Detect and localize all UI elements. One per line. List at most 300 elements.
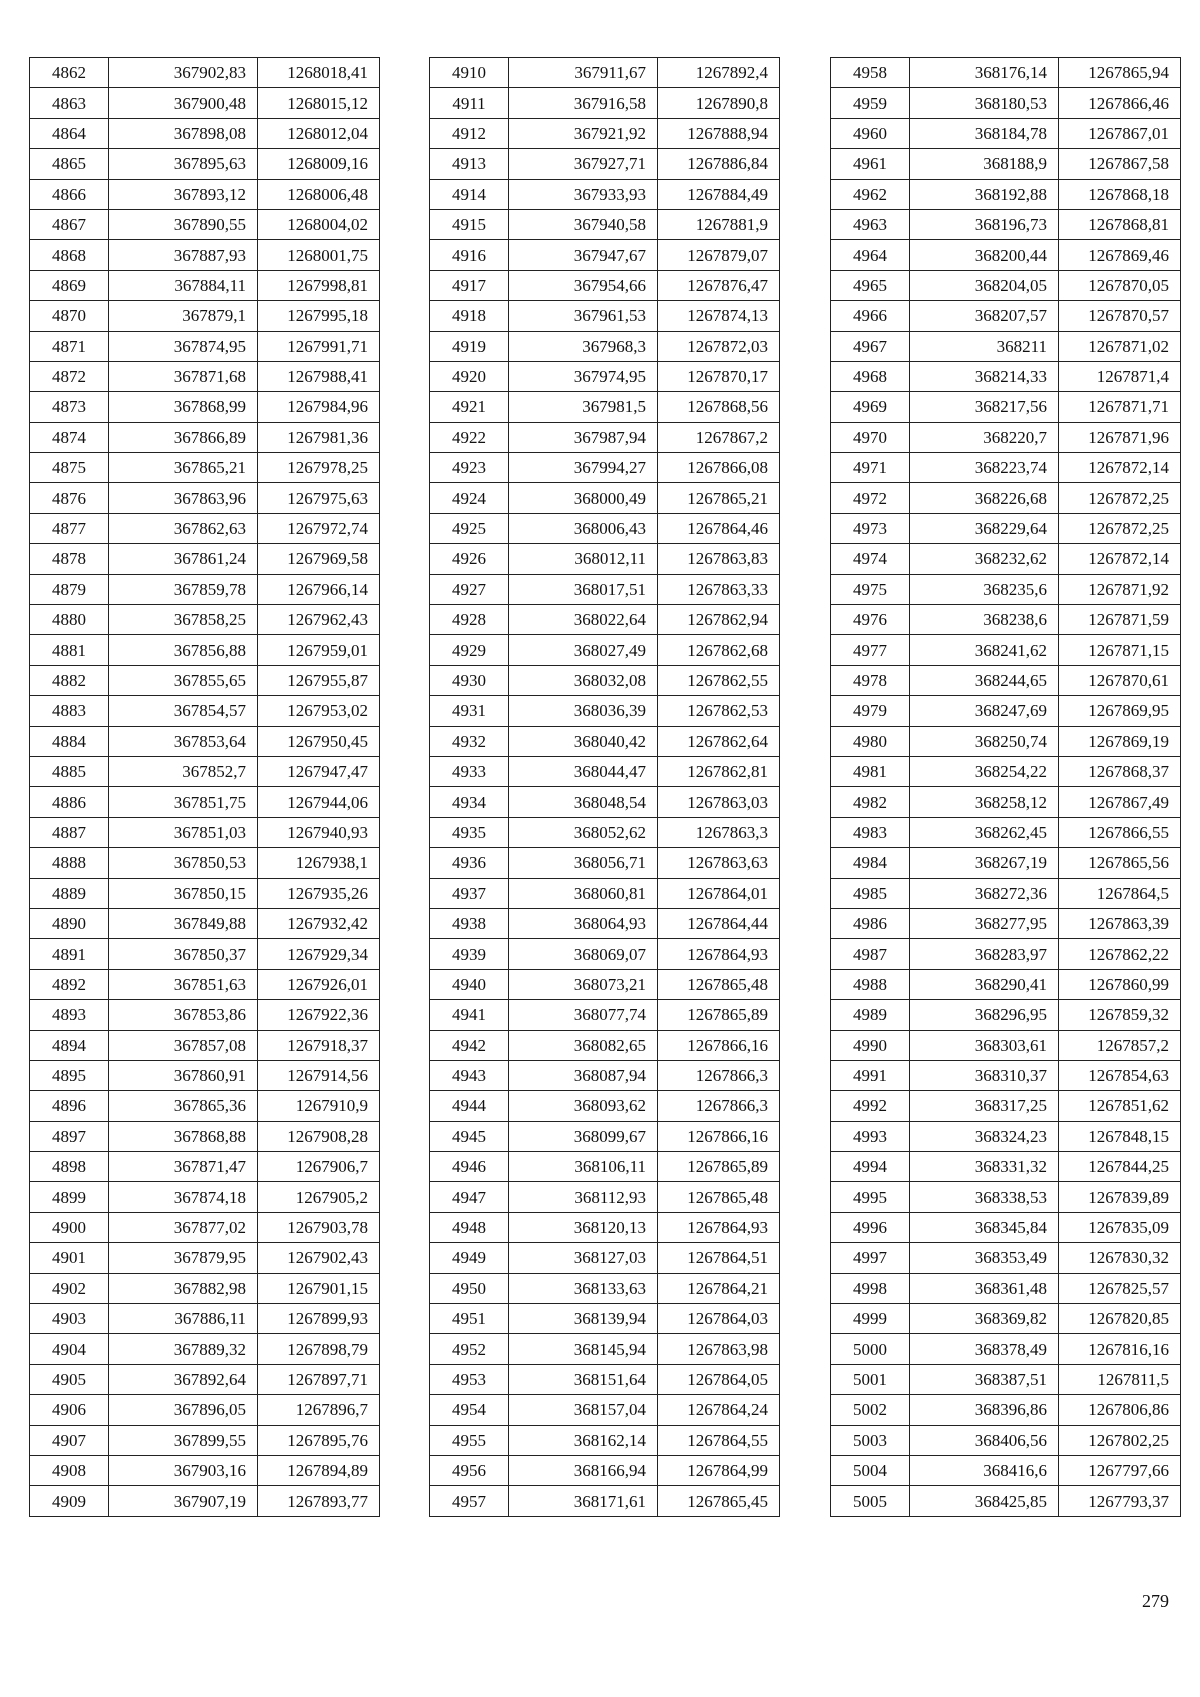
- point-number-cell: 4965: [831, 270, 910, 300]
- y-coordinate-cell: 1267863,39: [1059, 908, 1181, 938]
- y-coordinate-cell: 1267835,09: [1059, 1212, 1181, 1242]
- point-number-cell: 4912: [430, 118, 509, 148]
- x-coordinate-cell: 368139,94: [509, 1304, 658, 1334]
- x-coordinate-cell: 367898,08: [109, 118, 258, 148]
- table-row: [831, 179, 1181, 209]
- y-coordinate-cell: 1267879,07: [658, 240, 780, 270]
- x-coordinate-cell: 368052,62: [509, 817, 658, 847]
- y-coordinate-cell: 1267864,24: [658, 1395, 780, 1425]
- x-coordinate-cell: 368157,04: [509, 1395, 658, 1425]
- table-row: [430, 1091, 780, 1121]
- point-number-cell: 4888: [30, 848, 109, 878]
- table-row: [30, 1030, 380, 1060]
- y-coordinate-cell: 1267972,74: [258, 513, 380, 543]
- point-number-cell: 4893: [30, 1000, 109, 1030]
- table-row: [30, 756, 380, 786]
- point-number-cell: 4937: [430, 878, 509, 908]
- table-row: [831, 1364, 1181, 1394]
- x-coordinate-cell: 367940,58: [509, 209, 658, 239]
- x-coordinate-cell: 368048,54: [509, 787, 658, 817]
- y-coordinate-cell: 1267866,16: [658, 1030, 780, 1060]
- x-coordinate-cell: 368032,08: [509, 665, 658, 695]
- point-number-cell: 4920: [430, 361, 509, 391]
- y-coordinate-cell: 1267962,43: [258, 605, 380, 635]
- point-number-cell: 4865: [30, 149, 109, 179]
- point-number-cell: 4930: [430, 665, 509, 695]
- table-row: [831, 1273, 1181, 1303]
- table-row: [831, 392, 1181, 422]
- x-coordinate-cell: 368171,61: [509, 1486, 658, 1516]
- table-row: [30, 787, 380, 817]
- point-number-cell: 4921: [430, 392, 509, 422]
- table-row: [430, 1030, 780, 1060]
- x-coordinate-cell: 368290,41: [910, 969, 1059, 999]
- table-row: [430, 1425, 780, 1455]
- table-row: [30, 1182, 380, 1212]
- y-coordinate-cell: 1267820,85: [1059, 1304, 1181, 1334]
- y-coordinate-cell: 1267871,15: [1059, 635, 1181, 665]
- x-coordinate-cell: 368353,49: [910, 1243, 1059, 1273]
- y-coordinate-cell: 1267867,58: [1059, 149, 1181, 179]
- table-row: [30, 969, 380, 999]
- x-coordinate-cell: 367860,91: [109, 1060, 258, 1090]
- x-coordinate-cell: 368247,69: [910, 696, 1059, 726]
- y-coordinate-cell: 1268015,12: [258, 88, 380, 118]
- point-number-cell: 4980: [831, 726, 910, 756]
- point-number-cell: 4959: [831, 88, 910, 118]
- x-coordinate-cell: 368017,51: [509, 574, 658, 604]
- y-coordinate-cell: 1267862,94: [658, 605, 780, 635]
- y-coordinate-cell: 1267864,55: [658, 1425, 780, 1455]
- x-coordinate-cell: 368036,39: [509, 696, 658, 726]
- table-row: [430, 118, 780, 148]
- x-coordinate-cell: 367850,37: [109, 939, 258, 969]
- x-coordinate-cell: 368207,57: [910, 301, 1059, 331]
- x-coordinate-cell: 367865,36: [109, 1091, 258, 1121]
- y-coordinate-cell: 1267862,22: [1059, 939, 1181, 969]
- table-row: [30, 696, 380, 726]
- y-coordinate-cell: 1267872,25: [1059, 513, 1181, 543]
- table-row: [30, 118, 380, 148]
- table-row: [430, 1304, 780, 1334]
- y-coordinate-cell: 1267944,06: [258, 787, 380, 817]
- table-row: [430, 58, 780, 88]
- x-coordinate-cell: 368283,97: [910, 939, 1059, 969]
- y-coordinate-cell: 1267866,3: [658, 1060, 780, 1090]
- table-row: [30, 939, 380, 969]
- y-coordinate-cell: 1267868,18: [1059, 179, 1181, 209]
- x-coordinate-cell: 368220,7: [910, 422, 1059, 452]
- y-coordinate-cell: 1267863,03: [658, 787, 780, 817]
- point-number-cell: 4915: [430, 209, 509, 239]
- x-coordinate-cell: 367868,99: [109, 392, 258, 422]
- y-coordinate-cell: 1267864,5: [1059, 878, 1181, 908]
- table-row: [831, 696, 1181, 726]
- y-coordinate-cell: 1267862,53: [658, 696, 780, 726]
- y-coordinate-cell: 1267864,21: [658, 1273, 780, 1303]
- coordinate-table-1: [29, 57, 380, 1517]
- table-row: [831, 574, 1181, 604]
- point-number-cell: 4945: [430, 1121, 509, 1151]
- y-coordinate-cell: 1267978,25: [258, 453, 380, 483]
- point-number-cell: 4995: [831, 1182, 910, 1212]
- y-coordinate-cell: 1267866,16: [658, 1121, 780, 1151]
- y-coordinate-cell: 1267865,56: [1059, 848, 1181, 878]
- table-row: [831, 453, 1181, 483]
- x-coordinate-cell: 368296,95: [910, 1000, 1059, 1030]
- x-coordinate-cell: 368338,53: [910, 1182, 1059, 1212]
- x-coordinate-cell: 367849,88: [109, 908, 258, 938]
- x-coordinate-cell: 368331,32: [910, 1152, 1059, 1182]
- point-number-cell: 4916: [430, 240, 509, 270]
- y-coordinate-cell: 1267866,08: [658, 453, 780, 483]
- y-coordinate-cell: 1267871,02: [1059, 331, 1181, 361]
- point-number-cell: 4911: [430, 88, 509, 118]
- y-coordinate-cell: 1267863,98: [658, 1334, 780, 1364]
- x-coordinate-cell: 368133,63: [509, 1273, 658, 1303]
- x-coordinate-cell: 368241,62: [910, 635, 1059, 665]
- point-number-cell: 4951: [430, 1304, 509, 1334]
- point-number-cell: 4923: [430, 453, 509, 483]
- x-coordinate-cell: 368127,03: [509, 1243, 658, 1273]
- point-number-cell: 4974: [831, 544, 910, 574]
- y-coordinate-cell: 1267864,44: [658, 908, 780, 938]
- x-coordinate-cell: 368416,6: [910, 1455, 1059, 1485]
- y-coordinate-cell: 1267922,36: [258, 1000, 380, 1030]
- x-coordinate-cell: 367868,88: [109, 1121, 258, 1151]
- point-number-cell: 4924: [430, 483, 509, 513]
- y-coordinate-cell: 1267806,86: [1059, 1395, 1181, 1425]
- y-coordinate-cell: 1267862,68: [658, 635, 780, 665]
- y-coordinate-cell: 1267869,19: [1059, 726, 1181, 756]
- table-row: [30, 149, 380, 179]
- point-number-cell: 4886: [30, 787, 109, 817]
- x-coordinate-cell: 368077,74: [509, 1000, 658, 1030]
- y-coordinate-cell: 1267991,71: [258, 331, 380, 361]
- point-number-cell: 4870: [30, 301, 109, 331]
- table-row: [30, 1334, 380, 1364]
- table-row: [30, 361, 380, 391]
- table-row: [30, 878, 380, 908]
- x-coordinate-cell: 367879,95: [109, 1243, 258, 1273]
- table-row: [430, 908, 780, 938]
- point-number-cell: 4991: [831, 1060, 910, 1090]
- y-coordinate-cell: 1267872,14: [1059, 453, 1181, 483]
- y-coordinate-cell: 1267870,57: [1059, 301, 1181, 331]
- x-coordinate-cell: 368106,11: [509, 1152, 658, 1182]
- table-row: [831, 1182, 1181, 1212]
- point-number-cell: 4997: [831, 1243, 910, 1273]
- y-coordinate-cell: 1267865,48: [658, 1182, 780, 1212]
- table-row: [430, 1486, 780, 1516]
- point-number-cell: 4987: [831, 939, 910, 969]
- x-coordinate-cell: 368040,42: [509, 726, 658, 756]
- point-number-cell: 4961: [831, 149, 910, 179]
- point-number-cell: 4979: [831, 696, 910, 726]
- x-coordinate-cell: 367968,3: [509, 331, 658, 361]
- y-coordinate-cell: 1267950,45: [258, 726, 380, 756]
- coordinate-table-3: [830, 57, 1181, 1517]
- x-coordinate-cell: 368310,37: [910, 1060, 1059, 1090]
- x-coordinate-cell: 367871,68: [109, 361, 258, 391]
- x-coordinate-cell: 367877,02: [109, 1212, 258, 1242]
- table-row: [30, 1121, 380, 1151]
- table-row: [30, 1455, 380, 1485]
- y-coordinate-cell: 1267863,33: [658, 574, 780, 604]
- point-number-cell: 4908: [30, 1455, 109, 1485]
- x-coordinate-cell: 368378,49: [910, 1334, 1059, 1364]
- y-coordinate-cell: 1267860,99: [1059, 969, 1181, 999]
- point-number-cell: 5001: [831, 1364, 910, 1394]
- x-coordinate-cell: 367916,58: [509, 88, 658, 118]
- y-coordinate-cell: 1267871,96: [1059, 422, 1181, 452]
- x-coordinate-cell: 368204,05: [910, 270, 1059, 300]
- table-row: [430, 756, 780, 786]
- y-coordinate-cell: 1267870,05: [1059, 270, 1181, 300]
- point-number-cell: 5003: [831, 1425, 910, 1455]
- point-number-cell: 4956: [430, 1455, 509, 1485]
- point-number-cell: 4913: [430, 149, 509, 179]
- table-row: [30, 483, 380, 513]
- table-row: [30, 1212, 380, 1242]
- y-coordinate-cell: 1267865,45: [658, 1486, 780, 1516]
- y-coordinate-cell: 1267898,79: [258, 1334, 380, 1364]
- point-number-cell: 4868: [30, 240, 109, 270]
- y-coordinate-cell: 1267802,25: [1059, 1425, 1181, 1455]
- table-row: [430, 270, 780, 300]
- y-coordinate-cell: 1267938,1: [258, 848, 380, 878]
- x-coordinate-cell: 367900,48: [109, 88, 258, 118]
- table-row: [430, 817, 780, 847]
- x-coordinate-cell: 367889,32: [109, 1334, 258, 1364]
- y-coordinate-cell: 1268001,75: [258, 240, 380, 270]
- table-row: [30, 1000, 380, 1030]
- table-row: [30, 1486, 380, 1516]
- table-row: [430, 969, 780, 999]
- x-coordinate-cell: 368176,14: [910, 58, 1059, 88]
- point-number-cell: 4962: [831, 179, 910, 209]
- table-row: [30, 58, 380, 88]
- table-row: [430, 726, 780, 756]
- table-row: [430, 453, 780, 483]
- table-row: [831, 331, 1181, 361]
- point-number-cell: 4954: [430, 1395, 509, 1425]
- point-number-cell: 4957: [430, 1486, 509, 1516]
- y-coordinate-cell: 1267863,63: [658, 848, 780, 878]
- table-row: [430, 483, 780, 513]
- y-coordinate-cell: 1267940,93: [258, 817, 380, 847]
- table-row: [831, 544, 1181, 574]
- coordinate-table-2: [429, 57, 780, 1517]
- y-coordinate-cell: 1267869,95: [1059, 696, 1181, 726]
- x-coordinate-cell: 368000,49: [509, 483, 658, 513]
- x-coordinate-cell: 368184,78: [910, 118, 1059, 148]
- x-coordinate-cell: 368317,25: [910, 1091, 1059, 1121]
- point-number-cell: 4968: [831, 361, 910, 391]
- x-coordinate-cell: 368387,51: [910, 1364, 1059, 1394]
- point-number-cell: 4943: [430, 1060, 509, 1090]
- table-row: [430, 1243, 780, 1273]
- y-coordinate-cell: 1267862,81: [658, 756, 780, 786]
- point-number-cell: 4878: [30, 544, 109, 574]
- table-row: [430, 1455, 780, 1485]
- x-coordinate-cell: 367874,95: [109, 331, 258, 361]
- y-coordinate-cell: 1267881,9: [658, 209, 780, 239]
- y-coordinate-cell: 1267862,64: [658, 726, 780, 756]
- point-number-cell: 4867: [30, 209, 109, 239]
- table-row: [831, 118, 1181, 148]
- table-row: [831, 969, 1181, 999]
- y-coordinate-cell: 1267899,93: [258, 1304, 380, 1334]
- y-coordinate-cell: 1267871,4: [1059, 361, 1181, 391]
- x-coordinate-cell: 368162,14: [509, 1425, 658, 1455]
- point-number-cell: 4862: [30, 58, 109, 88]
- point-number-cell: 4938: [430, 908, 509, 938]
- table-row: [30, 392, 380, 422]
- table-row: [430, 1273, 780, 1303]
- y-coordinate-cell: 1267872,03: [658, 331, 780, 361]
- x-coordinate-cell: 368056,71: [509, 848, 658, 878]
- table-row: [430, 1364, 780, 1394]
- point-number-cell: 4890: [30, 908, 109, 938]
- y-coordinate-cell: 1267888,94: [658, 118, 780, 148]
- x-coordinate-cell: 367887,93: [109, 240, 258, 270]
- table-row: [831, 635, 1181, 665]
- table-row: [831, 513, 1181, 543]
- table-row: [831, 209, 1181, 239]
- point-number-cell: 4952: [430, 1334, 509, 1364]
- x-coordinate-cell: 367895,63: [109, 149, 258, 179]
- table-row: [831, 1304, 1181, 1334]
- point-number-cell: 4977: [831, 635, 910, 665]
- x-coordinate-cell: 367857,08: [109, 1030, 258, 1060]
- table-row: [30, 179, 380, 209]
- x-coordinate-cell: 368188,9: [910, 149, 1059, 179]
- table-row: [430, 1395, 780, 1425]
- point-number-cell: 4904: [30, 1334, 109, 1364]
- point-number-cell: 4947: [430, 1182, 509, 1212]
- point-number-cell: 4986: [831, 908, 910, 938]
- table-row: [831, 1060, 1181, 1090]
- point-number-cell: 4989: [831, 1000, 910, 1030]
- x-coordinate-cell: 367879,1: [109, 301, 258, 331]
- y-coordinate-cell: 1267863,83: [658, 544, 780, 574]
- point-number-cell: 4984: [831, 848, 910, 878]
- x-coordinate-cell: 368099,67: [509, 1121, 658, 1151]
- x-coordinate-cell: 368166,94: [509, 1455, 658, 1485]
- y-coordinate-cell: 1267867,2: [658, 422, 780, 452]
- y-coordinate-cell: 1267864,05: [658, 1364, 780, 1394]
- y-coordinate-cell: 1267867,49: [1059, 787, 1181, 817]
- table-row: [831, 240, 1181, 270]
- point-number-cell: 4993: [831, 1121, 910, 1151]
- x-coordinate-cell: 367865,21: [109, 453, 258, 483]
- table-row: [430, 1334, 780, 1364]
- table-row: [30, 1091, 380, 1121]
- point-number-cell: 4976: [831, 605, 910, 635]
- x-coordinate-cell: 367981,5: [509, 392, 658, 422]
- table-row: [30, 1243, 380, 1273]
- point-number-cell: 4994: [831, 1152, 910, 1182]
- y-coordinate-cell: 1267871,71: [1059, 392, 1181, 422]
- y-coordinate-cell: 1267870,61: [1059, 665, 1181, 695]
- table-row: [30, 817, 380, 847]
- table-row: [30, 1395, 380, 1425]
- point-number-cell: 4983: [831, 817, 910, 847]
- y-coordinate-cell: 1267884,49: [658, 179, 780, 209]
- x-coordinate-cell: 367886,11: [109, 1304, 258, 1334]
- x-coordinate-cell: 367987,94: [509, 422, 658, 452]
- point-number-cell: 4927: [430, 574, 509, 604]
- x-coordinate-cell: 367852,7: [109, 756, 258, 786]
- point-number-cell: 4879: [30, 574, 109, 604]
- y-coordinate-cell: 1267975,63: [258, 483, 380, 513]
- y-coordinate-cell: 1267874,13: [658, 301, 780, 331]
- table-row: [430, 574, 780, 604]
- x-coordinate-cell: 367862,63: [109, 513, 258, 543]
- table-row: [831, 605, 1181, 635]
- x-coordinate-cell: 368303,61: [910, 1030, 1059, 1060]
- y-coordinate-cell: 1267892,4: [658, 58, 780, 88]
- point-number-cell: 4885: [30, 756, 109, 786]
- y-coordinate-cell: 1267859,32: [1059, 1000, 1181, 1030]
- table-row: [30, 635, 380, 665]
- point-number-cell: 4929: [430, 635, 509, 665]
- x-coordinate-cell: 368229,64: [910, 513, 1059, 543]
- table-row: [30, 605, 380, 635]
- y-coordinate-cell: 1267998,81: [258, 270, 380, 300]
- y-coordinate-cell: 1267995,18: [258, 301, 380, 331]
- x-coordinate-cell: 367974,95: [509, 361, 658, 391]
- point-number-cell: 5005: [831, 1486, 910, 1516]
- y-coordinate-cell: 1267897,71: [258, 1364, 380, 1394]
- table-row: [430, 939, 780, 969]
- table-row: [831, 422, 1181, 452]
- y-coordinate-cell: 1267981,36: [258, 422, 380, 452]
- x-coordinate-cell: 368022,64: [509, 605, 658, 635]
- x-coordinate-cell: 368361,48: [910, 1273, 1059, 1303]
- table-row: [831, 1152, 1181, 1182]
- y-coordinate-cell: 1267864,99: [658, 1455, 780, 1485]
- x-coordinate-cell: 367851,75: [109, 787, 258, 817]
- y-coordinate-cell: 1267902,43: [258, 1243, 380, 1273]
- table-row: [30, 665, 380, 695]
- table-row: [430, 331, 780, 361]
- x-coordinate-cell: 367855,65: [109, 665, 258, 695]
- x-coordinate-cell: 368112,93: [509, 1182, 658, 1212]
- y-coordinate-cell: 1267966,14: [258, 574, 380, 604]
- point-number-cell: 4928: [430, 605, 509, 635]
- y-coordinate-cell: 1267910,9: [258, 1091, 380, 1121]
- table-row: [430, 1121, 780, 1151]
- point-number-cell: 4975: [831, 574, 910, 604]
- x-coordinate-cell: 368180,53: [910, 88, 1059, 118]
- x-coordinate-cell: 367853,86: [109, 1000, 258, 1030]
- point-number-cell: 4907: [30, 1425, 109, 1455]
- point-number-cell: 5004: [831, 1455, 910, 1485]
- y-coordinate-cell: 1267864,01: [658, 878, 780, 908]
- point-number-cell: 4919: [430, 331, 509, 361]
- y-coordinate-cell: 1267895,76: [258, 1425, 380, 1455]
- point-number-cell: 4973: [831, 513, 910, 543]
- x-coordinate-cell: 368093,62: [509, 1091, 658, 1121]
- point-number-cell: 4933: [430, 756, 509, 786]
- point-number-cell: 4897: [30, 1121, 109, 1151]
- table-row: [30, 544, 380, 574]
- point-number-cell: 4985: [831, 878, 910, 908]
- x-coordinate-cell: 368044,47: [509, 756, 658, 786]
- y-coordinate-cell: 1267865,89: [658, 1000, 780, 1030]
